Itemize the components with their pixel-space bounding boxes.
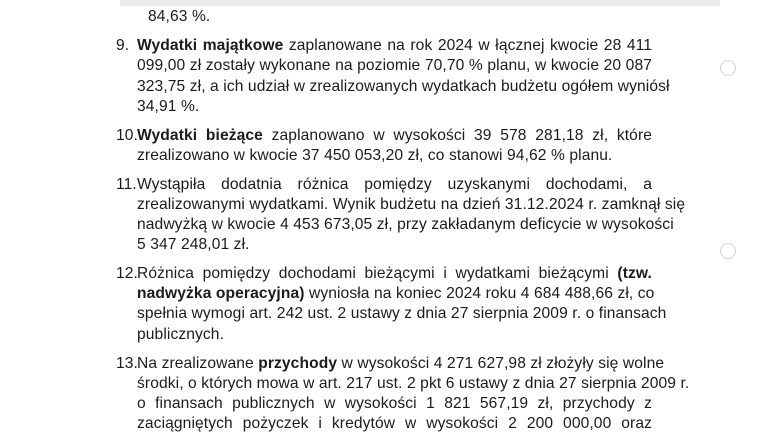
item-11-line-3: nadwyżką w kwocie 4 453 673,05 zł, przy zakładanym deficycie w wysokości — [137, 216, 674, 233]
item-9-number: 9. — [116, 37, 130, 54]
item-12-line-4: publicznych. — [137, 326, 225, 343]
item-11-line-1: Wystąpiła dodatnia różnica pomiędzy uzyskanymi dochodami, a — [137, 176, 652, 193]
scan-artifact-top — [120, 0, 720, 6]
previous-item-tail: 84,63 %. — [148, 8, 211, 25]
item-11-line-2: zrealizowanymi wydatkami. Wynik budżetu na dzień 31.12.2024 r. zamknął się — [137, 196, 686, 213]
item-13-line-3: o finansach publicznych w wysokości 1 821 567,19 zł, przychody z — [137, 395, 652, 412]
item-11-number: 11. — [116, 176, 137, 193]
item-9-line-3: 323,75 zł, a ich udział w zrealizowanych wydatkach budżetu ogółem wyniósł — [137, 78, 670, 95]
item-12-line-2: nadwyżka operacyjna) wyniosła na koniec 2024 roku 4 684 488,66 zł, co — [137, 285, 655, 302]
item-12-number: 12. — [116, 265, 138, 282]
item-13-line-1: Na zrealizowane przychody w wysokości 4 271 627,98 zł złożyły się wolne — [137, 355, 665, 372]
item-10-line-1: Wydatki bieżące zaplanowano w wysokości 39 578 281,18 zł, które — [137, 127, 653, 144]
item-9-line-1: Wydatki majątkowe zaplanowane na rok 2024 w łącznej kwocie 28 411 — [137, 37, 652, 54]
item-10-number: 10. — [116, 127, 138, 144]
item-10-line-2: zrealizowano w kwocie 37 450 053,20 zł, co stanowi 94,62 % planu. — [137, 147, 613, 164]
item-13-line-4: zaciągniętych pożyczek i kredytów w wysokości 2 200 000,00 oraz — [137, 415, 652, 432]
punch-hole-1 — [720, 60, 736, 76]
item-13-number: 13. — [116, 355, 138, 372]
item-11-line-4: 5 347 248,01 zł. — [137, 236, 250, 253]
item-12-line-3: spełnia wymogi art. 242 ust. 2 ustawy z dnia 27 sierpnia 2009 r. o finansach — [137, 305, 667, 322]
punch-hole-2 — [720, 243, 736, 259]
item-12-line-1: Różnica pomiędzy dochodami bieżącymi i wydatkami bieżącymi (tzw. — [137, 265, 652, 282]
item-9-line-4: 34,91 %. — [137, 98, 200, 115]
item-9-line-2: 099,00 zł zostały wykonane na poziomie 70,70 % planu, w kwocie 20 087 — [137, 57, 652, 74]
item-13-line-2: środki, o których mowa w art. 217 ust. 2 pkt 6 ustawy z dnia 27 sierpnia 2009 r. — [137, 375, 690, 392]
